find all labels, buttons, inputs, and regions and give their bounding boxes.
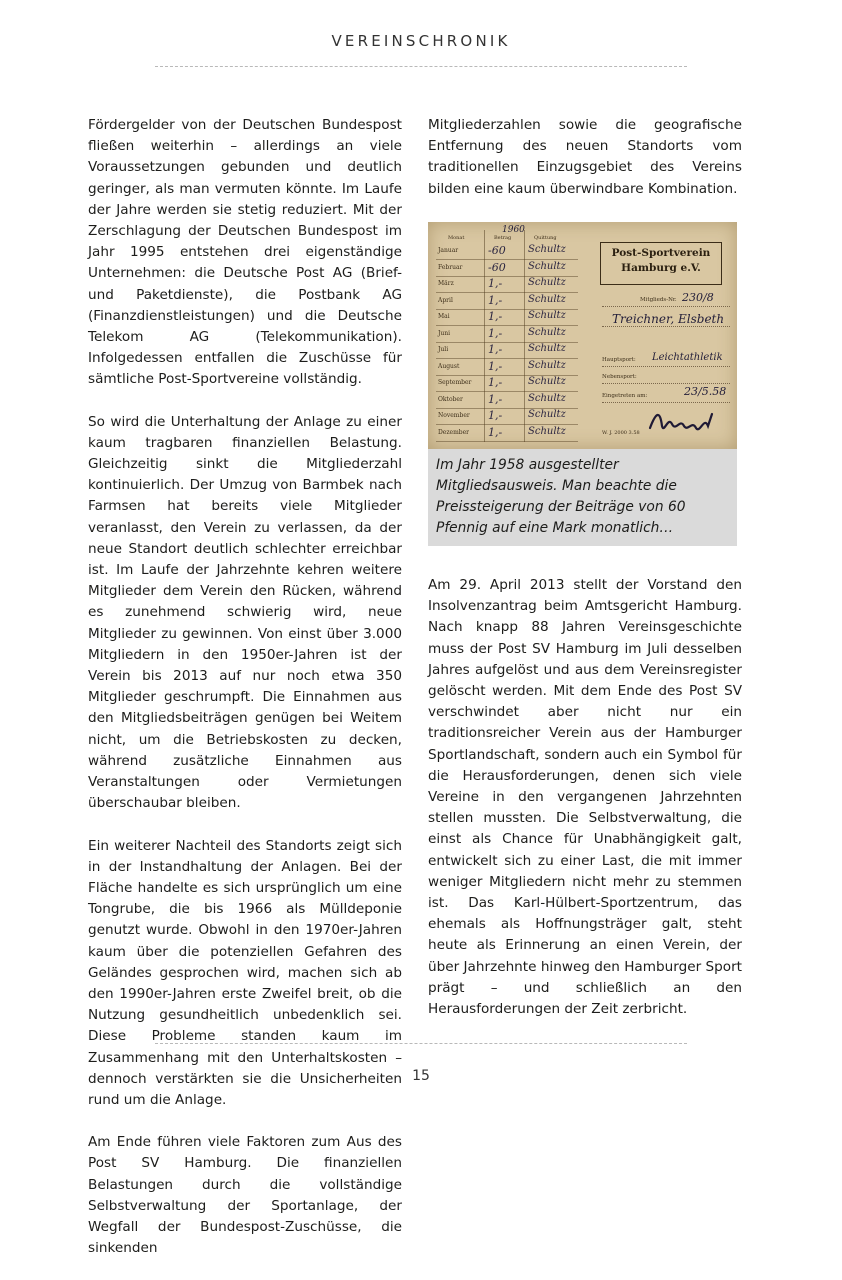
month-label: März xyxy=(438,280,454,287)
table-divider xyxy=(524,230,525,442)
right-text-column-top xyxy=(428,115,742,221)
month-label: Juni xyxy=(438,329,451,337)
field-label: Hauptsport: xyxy=(602,357,636,363)
month-label: Juli xyxy=(438,346,449,353)
receipt-signature: Schultz xyxy=(528,326,566,338)
signature-scribble xyxy=(646,406,726,438)
amount-value: 1,- xyxy=(488,359,503,373)
fee-table-header xyxy=(436,225,578,242)
fee-row xyxy=(436,244,578,260)
fee-row xyxy=(436,261,578,277)
receipt-signature: Schultz xyxy=(528,277,566,288)
fee-row xyxy=(436,277,578,293)
amount-value: 1,- xyxy=(488,409,503,422)
receipt-column-label: Quittung xyxy=(534,235,557,241)
amount-value: 1,- xyxy=(488,392,503,406)
amount-value: -60 xyxy=(488,260,506,274)
field-value: Treichner, Elsbeth xyxy=(612,312,725,326)
club-name-line: Post-Sportverein xyxy=(611,247,711,259)
card-year: 1960 xyxy=(502,225,525,235)
paragraph: Am 29. April 2013 stellt der Vorstand den Insolvenzantrag beim Amtsgericht Hamburg. Nach knapp 88 Jahren Vereinsgeschichte muss der Post SV Hamburg im Juli desselben Jahres aufgelöst und aus dem Vereinsregister gelöscht werden. Mit dem Ende des Post SV verschwindet aber nicht nur ein traditionsreicher Verein aus der Hamburger Sportlandschaft, sondern auch ein Symbol für die Herausforderungen, denen sich viele Vereine in den vergangenen Jahrzehnten stellen mussten. Die Selbstverwaltung, die einst als Chance für Unabhängigkeit galt, entwickelt sich zu einer Last, die mit immer weniger Mitgliedern nicht mehr zu stemmen ist. Das Karl-Hülbert-Sportzentrum, das ehemals als Hoffnungsträger galt, steht heute als Erinnerung an einen Verein, der über Jahrzehnte hinweg den Hamburger Sport prägt – und schließlich an den Herausforderungen der Zeit zerbricht. xyxy=(428,577,742,1018)
amount-value: 1,- xyxy=(488,310,503,323)
receipt-signature: Schultz xyxy=(528,376,566,387)
month-label: August xyxy=(438,362,460,370)
paragraph: Mitgliederzahlen sowie die geografische Entfernung des neuen Standorts vom traditionellen Einzugsgebiet des Vereins bilden eine kaum überwindbare Kombination. xyxy=(428,117,742,197)
receipt-signature: Schultz xyxy=(528,392,566,404)
month-label: Januar xyxy=(438,247,459,254)
amount-value: 1,- xyxy=(488,293,503,307)
figure-caption: Im Jahr 1958 ausgestellter Mitgliedsausweis. Man beachte die Preissteigerung der Beiträge von 60 Pfennig auf eine Mark monatlich… xyxy=(428,449,737,546)
receipt-signature: Schultz xyxy=(528,293,566,305)
amount-column-label: Betrag xyxy=(494,235,512,241)
header-divider xyxy=(155,66,687,67)
fee-row xyxy=(436,376,578,392)
secondary-sport-field xyxy=(602,371,730,384)
fee-row xyxy=(436,426,578,442)
joined-date-field xyxy=(602,385,730,403)
running-header: VEREINSCHRONIK xyxy=(331,32,511,50)
receipt-signature: Schultz xyxy=(528,425,566,437)
receipt-signature: Schultz xyxy=(528,343,566,354)
month-column-label: Monat xyxy=(448,235,465,241)
paragraph: So wird die Unterhaltung der Anlage zu einer kaum tragbaren finanziellen Belastung. Gleichzeitig sinkt die Mitgliederzahl kontinuierlich. Der Umzug von Barmbek nach Farmsen hat bereits viele Mitglieder veranlasst, den Verein zu verlassen, da der neue Standort deutlich schlechter erreichbar ist. Im Laufe der Jahrzehnte kehren weitere Mitglieder dem Verein den Rücken, während es zunehmend schwierig wird, neue Mitglieder zu gewinnen. Von einst über 3.000 Mitgliedern in den 1950er-Jahren ist der Verein bis 2013 auf nur noch etwa 350 Mitglieder geschrumpft. Die Einnahmen aus den Mitgliedsbeiträgen genügen bei Weitem nicht, um die Betriebskosten zu decken, während zusätzliche Einnahmen aus Veranstaltungen oder Vermietungen überschaubar bleiben. xyxy=(88,413,402,812)
field-label: Nebensport: xyxy=(602,374,637,380)
left-text-column xyxy=(88,115,402,1280)
receipt-signature: Schultz xyxy=(528,409,566,420)
month-label: November xyxy=(438,412,470,419)
footer-divider xyxy=(155,1043,687,1044)
month-label: Dezember xyxy=(438,428,470,436)
fee-row xyxy=(436,327,578,343)
month-label: September xyxy=(438,379,472,386)
member-number-field xyxy=(602,291,730,307)
fee-row xyxy=(436,393,578,409)
field-value: 230/8 xyxy=(682,291,714,304)
month-label: Februar xyxy=(438,263,463,271)
member-name-field xyxy=(602,314,730,327)
amount-value: 1,- xyxy=(488,376,503,389)
paragraph: Am Ende führen viele Faktoren zum Aus des Post SV Hamburg. Die finanziellen Belastungen durch die vollständige Selbstverwaltung der Sportanlage, der Wegfall der Bundespost-Zuschüsse, die sinkenden xyxy=(88,1134,402,1257)
field-label: Eingetreten am: xyxy=(602,393,648,399)
fee-row xyxy=(436,409,578,425)
receipt-signature: Schultz xyxy=(528,359,566,371)
amount-value: -60 xyxy=(488,244,506,257)
fee-row xyxy=(436,294,578,310)
fee-table xyxy=(436,225,578,442)
amount-value: 1,- xyxy=(488,425,503,439)
amount-value: 1,- xyxy=(488,277,503,290)
card-info-panel xyxy=(596,228,730,442)
right-text-column-bottom xyxy=(428,575,742,1041)
membership-card-figure xyxy=(428,222,737,546)
field-label: Mitglieds-Nr. xyxy=(640,297,677,303)
paragraph: Fördergelder von der Deutschen Bundespost fließen weiterhin – allerdings an viele Voraussetzungen gebunden und deutlich geringer, als man vermuten könnte. Im Laufe der Jahre werden sie stetig reduziert. Mit der Zerschlagung der Deutschen Bundespost im Jahr 1995 entstehen drei eigenständige Unternehmen: die Deutsche Post AG (Brief- und Paketdienste), die Postbank AG (Finanzdienstleistungen) und die Deutsche Telekom AG (Telekommunikation). Infolgedessen entfallen die Zuschüsse für sämtliche Post-Sportvereine vollständig. xyxy=(88,117,402,388)
month-label: Oktober xyxy=(438,395,463,403)
fee-row xyxy=(436,310,578,326)
field-value: Leichtathletik xyxy=(652,352,723,363)
membership-card-photo xyxy=(428,222,737,449)
club-name-line: Hamburg e.V. xyxy=(621,262,701,274)
fee-row xyxy=(436,343,578,359)
month-label: Mai xyxy=(438,313,450,320)
month-label: April xyxy=(438,296,453,304)
paragraph: Ein weiterer Nachteil des Standorts zeigt sich in der Instandhaltung der Anlagen. Bei der Fläche handelte es sich ursprünglich um eine Tongrube, die bis 1966 als Mülldeponie genutzt wurde. Obwohl in den 1970er-Jahren kaum über die potenziellen Gefahren des Geländes gesprochen wird, machen sich ab den 1990er-Jahren erste Zweifel breit, ob die Nutzung gesundheitlich unbedenklich sei. Diese Probleme standen kaum im Zusammenhang mit den Unterhaltskosten – dennoch verstärkten sie die Unsicherheiten rund um die Anlage. xyxy=(88,837,402,1108)
receipt-signature: Schultz xyxy=(528,310,566,321)
amount-value: 1,- xyxy=(488,326,503,340)
fee-row xyxy=(436,360,578,376)
main-sport-field xyxy=(602,354,730,367)
print-mark: W. J. 2000 3.58 xyxy=(602,430,640,436)
receipt-signature: Schultz xyxy=(528,244,566,255)
table-divider xyxy=(484,230,485,442)
field-value: 23/5.58 xyxy=(684,385,727,398)
amount-value: 1,- xyxy=(488,343,503,356)
receipt-signature: Schultz xyxy=(528,260,566,272)
club-name-box xyxy=(600,242,722,285)
page-number: 15 xyxy=(412,1068,430,1084)
